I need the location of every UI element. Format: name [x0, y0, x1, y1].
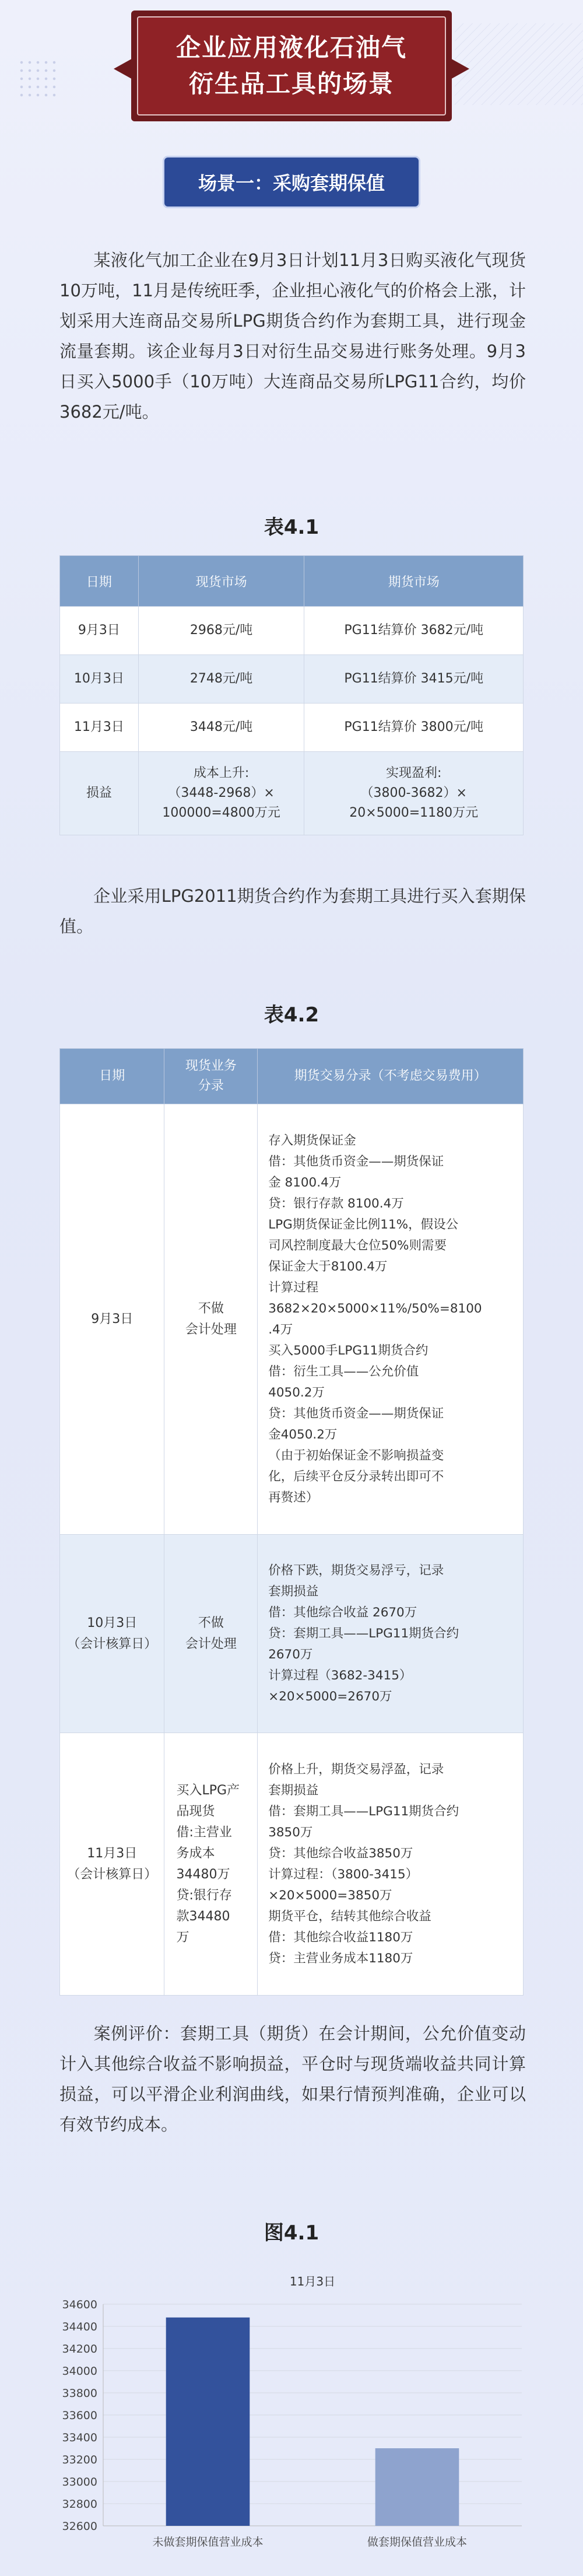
section-badge: 场景一：采购套期保值: [164, 158, 419, 206]
page-title: [176, 30, 407, 102]
table1-cell: 损益: [60, 752, 139, 835]
bar-chart: [50, 2269, 533, 2567]
table1-cell: PG11结算价 3682元/吨: [304, 607, 524, 655]
para3-text: 案例评价：套期工具（期货）在会计期间，公允价值变动计入其他综合收益不影响损益，平仓时与现货端收益共同计算损益，可以平滑企业利润曲线，如果行情预判准确，企业可以有效节约成本。: [59, 2024, 526, 2134]
figure-caption: 图4.1: [264, 2221, 319, 2245]
table1-caption: 表4.1: [264, 516, 319, 539]
decor-lines: [455, 23, 583, 105]
x-tick-label: 做套期保值营业成本: [367, 2536, 468, 2549]
x-tick-label: 未做套期保值营业成本: [152, 2536, 264, 2549]
table1-header: 期货市场: [304, 556, 524, 607]
y-tick-label: 33200: [62, 2454, 97, 2466]
y-tick-label: 34000: [62, 2365, 97, 2378]
table2-cell: 买入LPG产 品现货 借:主营业 务成本 34480万 贷:银行存 款34480 万: [164, 1733, 258, 1996]
title-banner: [131, 10, 452, 121]
y-tick-label: 34600: [62, 2298, 97, 2311]
table2-cell: 10月3日 （会计核算日）: [60, 1535, 164, 1733]
y-tick-label: 34200: [62, 2343, 97, 2356]
y-tick-label: 33800: [62, 2387, 97, 2400]
table2-cell: 不做 会计处理: [164, 1104, 258, 1535]
para2-text: 企业采用LPG2011期货合约作为套期工具进行买入套期保值。: [59, 886, 526, 936]
bar: [166, 2318, 250, 2526]
table1-header: 日期: [60, 556, 139, 607]
table2-cell: 不做 会计处理: [164, 1535, 258, 1733]
title-line1: 企业应用液化石油气: [175, 33, 407, 62]
y-tick-label: 32800: [62, 2498, 97, 2511]
table2-cell: 9月3日: [60, 1104, 164, 1535]
table2-caption: 表4.2: [264, 1003, 319, 1027]
table1-cell: PG11结算价 3415元/吨: [304, 655, 524, 704]
table1-cell: 11月3日: [60, 704, 139, 752]
y-tick-label: 33400: [62, 2431, 97, 2444]
chart-title: 11月3日: [289, 2274, 336, 2288]
table1-header: 现货市场: [138, 556, 304, 607]
bar: [375, 2448, 459, 2526]
table1-cell: 2968元/吨: [138, 607, 304, 655]
y-tick-label: 32600: [62, 2520, 97, 2533]
table2-cell: 价格下跌，期货交易浮亏，记录 套期损益 借：其他综合收益 2670万 贷：套期工具——LPG11期货合约 2670万 计算过程（3682-3415） ×20×5000=2670万: [258, 1535, 524, 1733]
title-line2: 衍生品工具的场景: [188, 69, 394, 98]
table-4-2: [59, 1048, 524, 1996]
table2-header: 期货交易分录（不考虑交易费用）: [258, 1049, 524, 1104]
table1-cell: 实现盈利: （3800-3682）× 20×5000=1180万元: [304, 752, 524, 835]
paragraph-3: [59, 2018, 526, 2140]
y-tick-label: 33600: [62, 2409, 97, 2422]
table1-cell: 3448元/吨: [138, 704, 304, 752]
table1-cell: 2748元/吨: [138, 655, 304, 704]
table2-cell: 价格上升，期货交易浮盈，记录 套期损益 借：套期工具——LPG11期货合约 3850万 贷：其他综合收益3850万 计算过程：（3800-3415） ×20×5000=3850万 期货平仓，结转其他综合收益 借：其他综合收益1180万 贷：主营业务成本1180万: [258, 1733, 524, 1996]
table1-cell: 成本上升: （3448-2968）× 100000=4800万元: [138, 752, 304, 835]
paragraph-2: [59, 881, 526, 942]
table2-header: 日期: [60, 1049, 164, 1104]
table2-cell: 存入期货保证金 借：其他货币资金——期货保证 金 8100.4万 贷：银行存款 8100.4万 LPG期货保证金比例11%，假设公 司风控制度最大仓位50%则需要 保证金大于8100.4万 计算过程 3682×20×5000×11%/50%=8100 .4万 买入5000手LPG11期货合约 借：衍生工具——公允价值 4050.2万 贷：其他货币资金——期货保证 金4050.2万 （由于初始保证金不影响损益变 化，后续平仓反分录转出即可不 再赘述）: [258, 1104, 524, 1535]
intro-text: 某液化气加工企业在9月3日计划11月3日购买液化气现货10万吨，11月是传统旺季，企业担心液化气的价格会上涨，计划采用大连商品交易所LPG期货合约作为套期工具，进行现金流量套期。该企业每月3日对衍生品交易进行账务处理。9月3日买入5000手（10万吨）大连商品交易所LPG11合约，均价3682元/吨。: [59, 250, 526, 422]
table2-cell: 11月3日 （会计核算日）: [60, 1733, 164, 1996]
table1-cell: 10月3日: [60, 655, 139, 704]
table-4-1: [59, 555, 524, 835]
intro-paragraph: [59, 245, 526, 427]
chart-svg: [50, 2269, 533, 2567]
decor-dots: [17, 58, 58, 99]
table1-cell: 9月3日: [60, 607, 139, 655]
table2-header: 现货业务 分录: [164, 1049, 258, 1104]
table1-cell: PG11结算价 3800元/吨: [304, 704, 524, 752]
y-tick-label: 34400: [62, 2320, 97, 2333]
y-tick-label: 33000: [62, 2476, 97, 2488]
